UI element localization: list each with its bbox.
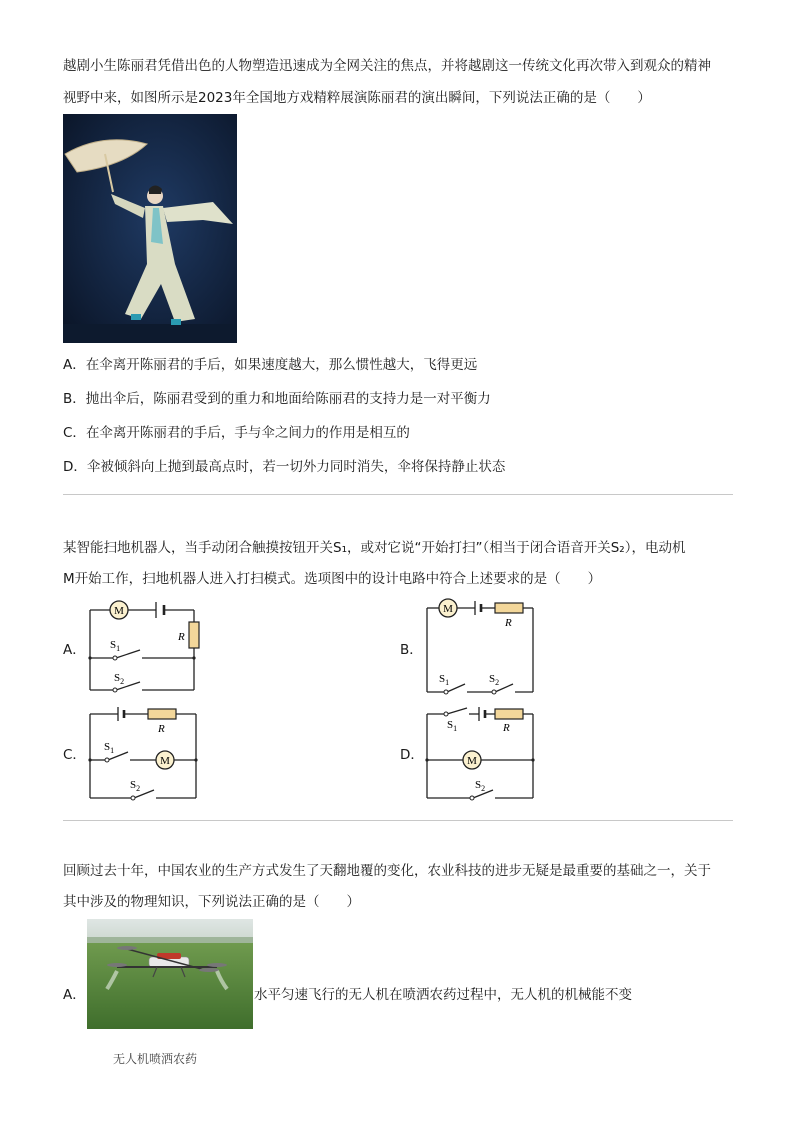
q1-stem-line2: 视野中来，如图所示是2023年全国地方戏精粹展演陈丽君的演出瞬间，下列说法正确的是（ ） [63, 90, 651, 106]
resistor-d-icon [495, 709, 523, 719]
svg-text:R: R [178, 631, 185, 643]
q1-option-c-text: 在伞离开陈丽君的手后，手与伞之间力的作用是相互的 [85, 425, 410, 441]
q1-option-a-text: 在伞离开陈丽君的手后，如果速度越大，那么惯性越大，飞得更远 [85, 357, 478, 373]
divider-1 [63, 494, 733, 495]
q1-option-c-label: C． [63, 425, 86, 441]
svg-text:R: R [503, 722, 510, 734]
resistor-a-icon [189, 622, 199, 648]
q3-stem-line1: 回顾过去十年，中国农业的生产方式发生了天翻地覆的变化，农业科技的进步无疑是最重要的基础之一，关于 [63, 863, 711, 879]
q1-option-a[interactable] [63, 353, 477, 373]
resistor-b-icon [495, 603, 523, 613]
svg-text:M: M [467, 755, 477, 767]
q1-option-b-text: 抛出伞后，陈丽君受到的重力和地面给陈丽君的支持力是一对平衡力 [85, 391, 491, 407]
q2-stem-line1: 某智能扫地机器人，当手动闭合触摸按钮开关S₁，或对它说“开始打扫”（相当于闭合语音开关S₂），电动机 [63, 540, 686, 556]
drone-photo-caption: 无人机喷洒农药 [113, 1052, 198, 1066]
circuit-d[interactable] [423, 700, 543, 804]
svg-text:R: R [505, 617, 512, 629]
q3-option-a-text: 水平匀速飞行的无人机在喷洒农药过程中，无人机的机械能不变 [254, 987, 632, 1003]
svg-text:S1: $S_1$ [104, 741, 115, 755]
svg-text:S2: $S_2$ [114, 672, 125, 686]
svg-text:S2: $S_2$ [130, 779, 141, 793]
svg-text:S1: $S_1$ [110, 639, 121, 653]
performer-photo [63, 114, 237, 343]
q2-option-c-label[interactable]: C． [63, 747, 86, 763]
divider-2 [63, 820, 733, 821]
q1-option-d[interactable] [63, 455, 505, 475]
q3-stem-line2: 其中涉及的物理知识，下列说法正确的是（ ） [63, 894, 360, 910]
circuit-a[interactable] [86, 596, 206, 696]
circuit-c[interactable] [86, 702, 206, 804]
svg-text:M: M [160, 755, 170, 767]
resistor-c-icon [148, 709, 176, 719]
q2-option-a-label[interactable]: A． [63, 642, 86, 658]
q1-stem-line1: 越剧小生陈丽君凭借出色的人物塑造迅速成为全网关注的焦点，并将越剧这一传统文化再次带入到观众的精神 [63, 58, 711, 74]
q1-option-b[interactable] [63, 387, 491, 407]
q1-option-b-label: B． [63, 391, 86, 407]
circuit-b[interactable] [423, 596, 543, 696]
q1-option-d-text: 伞被倾斜向上抛到最高点时，若一切外力同时消失，伞将保持静止状态 [86, 459, 506, 475]
q1-option-d-label: D． [63, 459, 87, 475]
svg-text:S1: $S_1$ [439, 673, 450, 687]
svg-text:R: R [158, 723, 165, 735]
drone-photo [87, 919, 253, 1029]
svg-text:S2: $S_2$ [475, 779, 486, 793]
q2-stem-line2: M开始工作，扫地机器人进入打扫模式。选项图中的设计电路中符合上述要求的是（ ） [63, 571, 602, 587]
q2-option-d-label[interactable]: D． [400, 747, 424, 763]
q2-option-b-label[interactable]: B． [400, 642, 423, 658]
q3-option-a-label[interactable]: A． [63, 987, 86, 1003]
svg-text:M: M [114, 605, 124, 617]
q1-option-a-label: A． [63, 357, 86, 373]
svg-text:M: M [443, 603, 453, 615]
svg-text:S1: $S_1$ [447, 719, 458, 733]
svg-text:S2: $S_2$ [489, 673, 500, 687]
q1-option-c[interactable] [63, 421, 410, 441]
